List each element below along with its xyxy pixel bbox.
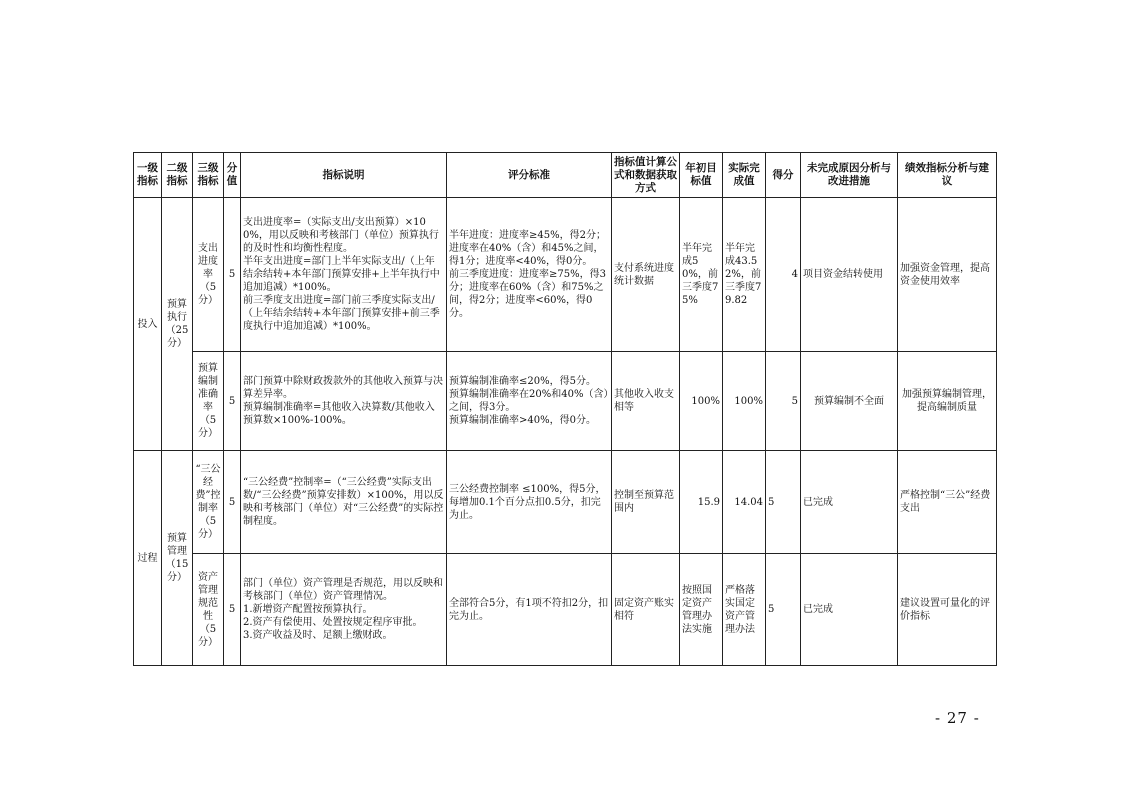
table-row — [134, 198, 997, 352]
text-line: 全部符合5分，有1项不符扣2分，扣完为止。 — [449, 597, 609, 622]
table-row — [134, 352, 997, 451]
header-row — [134, 153, 997, 198]
indicator-name: 资产管理规范性（5分） — [193, 554, 224, 666]
reason-analysis: 已完成 — [801, 554, 898, 666]
target-value: 15.9 — [680, 451, 723, 554]
text-line: 部门（单位）资产管理是否规范，用以反映和考核部门（单位）资产管理情况。 — [243, 578, 443, 602]
category-input: 投入 — [134, 198, 162, 451]
header-level1: 一级指标 — [134, 153, 162, 198]
scoring-criteria — [447, 198, 612, 352]
table-row — [134, 554, 997, 666]
suggestion: 严格控制“三公”经费支出 — [898, 451, 997, 554]
formula-source: 其他收入收支相等 — [612, 352, 680, 451]
table-row — [134, 451, 997, 554]
header-reason: 未完成原因分析与改进措施 — [801, 153, 898, 198]
suggestion: 加强资金管理，提高资金使用效率 — [898, 198, 997, 352]
text-line: 前三季度进度：进度率≥75%，得3分；进度率在60%（含）和75%之间，得2分；进度率<60%，得0分。 — [449, 269, 606, 319]
target-value: 100% — [680, 352, 723, 451]
reason-analysis: 项目资金结转使用 — [801, 198, 898, 352]
indicator-name: 预算编制准确率（5分） — [193, 352, 224, 451]
text-line: 1.新增资产配置按预算执行。 — [243, 604, 373, 615]
score: 5 — [766, 554, 801, 666]
indicator-name: 支出进度率（5分） — [193, 198, 224, 352]
indicator-description — [241, 451, 447, 554]
score: 4 — [766, 198, 801, 352]
formula-source: 控制至预算范围内 — [612, 451, 680, 554]
text-line: 预算编制准确率在20%和40%（含）之间，得3分。 — [449, 389, 609, 413]
header-target: 年初目标值 — [680, 153, 723, 198]
header-suggestion: 绩效指标分析与建议 — [898, 153, 997, 198]
text-line: “三公经费”控制率=（“三公经费”实际支出数/“三公经费”预算安排数）×100%，用以反映和考核部门（单位）对“三公经费”的实际控制程度。 — [243, 477, 444, 527]
scoring-criteria — [447, 554, 612, 666]
text-line: 部门预算中除财政拨款外的其他收入预算与决算差异率。 — [243, 376, 443, 400]
score: 5 — [766, 451, 801, 554]
indicator-description — [241, 352, 447, 451]
reason-analysis: 已完成 — [801, 451, 898, 554]
indicator-points: 5 — [224, 352, 241, 451]
indicator-points: 5 — [224, 554, 241, 666]
text-line: 半年支出进度=部门上半年实际支出/（上年结余结转+本年部门预算安排+上半年执行中追加追减）*100%。 — [243, 256, 440, 293]
subcategory-budget-execution: 预算执行（25分） — [162, 198, 193, 451]
header-formula: 指标值计算公式和数据获取方式 — [612, 153, 680, 198]
suggestion: 加强预算编制管理，提高编制质量 — [898, 352, 997, 451]
indicator-points: 5 — [224, 198, 241, 352]
target-value: 半年完成50%，前三季度75% — [680, 198, 723, 352]
header-score: 得分 — [766, 153, 801, 198]
actual-value: 半年完成43.52%，前三季度79.82 — [723, 198, 766, 352]
header-points: 分值 — [224, 153, 241, 198]
text-line: 3.资产收益及时、足额上缴财政。 — [243, 630, 393, 641]
category-process: 过程 — [134, 451, 162, 666]
actual-value: 14.04 — [723, 451, 766, 554]
score: 5 — [766, 352, 801, 451]
scoring-criteria — [447, 451, 612, 554]
reason-analysis: 预算编制不全面 — [801, 352, 898, 451]
text-line: 预算编制准确率=其他收入决算数/其他收入预算数×100%-100%。 — [243, 402, 435, 426]
text-line: 半年进度：进度率≥45%，得2分；进度率在40%（含）和45%之间，得1分；进度率<40%，得0分。 — [449, 230, 606, 267]
formula-source: 固定资产账实相符 — [612, 554, 680, 666]
scoring-criteria — [447, 352, 612, 451]
indicator-description — [241, 554, 447, 666]
formula-source: 支付系统进度统计数据 — [612, 198, 680, 352]
target-value: 按照国定资产管理办法实施 — [680, 554, 723, 666]
text-line: 预算编制准确率≤20%，得5分。 — [449, 376, 596, 387]
actual-value: 100% — [723, 352, 766, 451]
header-level2: 二级指标 — [162, 153, 193, 198]
header-description: 指标说明 — [241, 153, 447, 198]
text-line: 前三季度支出进度=部门前三季度实际支出/（上年结余结转+本年部门预算安排+前三季度执行中追加追减）*100%。 — [243, 295, 440, 332]
performance-table — [133, 152, 997, 666]
header-actual: 实际完成值 — [723, 153, 766, 198]
header-level3: 三级指标 — [193, 153, 224, 198]
text-line: 预算编制准确率>40%，得0分。 — [449, 415, 596, 426]
page-number: - 27 - — [935, 709, 980, 727]
indicator-name: “三公经费”控制率（5分） — [193, 451, 224, 554]
indicator-description — [241, 198, 447, 352]
subcategory-budget-management: 预算管理（15分） — [162, 451, 193, 666]
text-line: 三公经费控制率 ≤100%，得5分，每增加0.1个百分点扣0.5分，扣完为止。 — [449, 483, 606, 521]
text-line: 支出进度率=（实际支出/支出预算）×100%，用以反映和考核部门（单位）预算执行的及时性和均衡性程度。 — [243, 217, 439, 254]
header-criteria: 评分标准 — [447, 153, 612, 198]
actual-value: 严格落实国定资产管理办法 — [723, 554, 766, 666]
suggestion: 建议设置可量化的评价指标 — [898, 554, 997, 666]
indicator-points: 5 — [224, 451, 241, 554]
text-line: 2.资产有偿使用、处置按规定程序审批。 — [243, 617, 423, 628]
